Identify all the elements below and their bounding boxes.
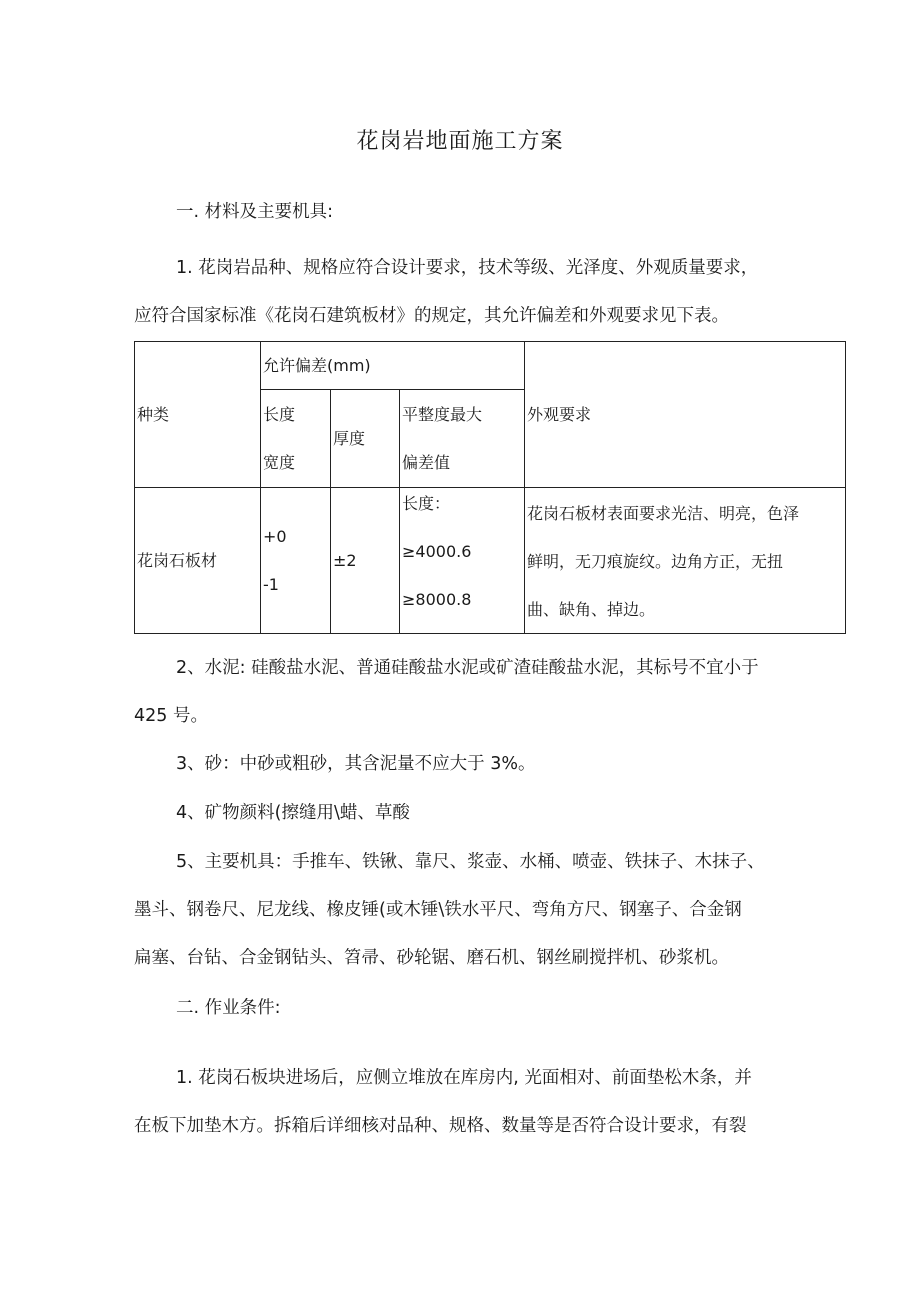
item5-line1: 5、主要机具：手推车、铁锹、靠尺、浆壶、水桶、喷壶、铁抹子、木抹子、 — [176, 852, 765, 872]
item5-line2: 墨斗、钢卷尺、尼龙线、橡皮锤(或木锤\铁水平尺、弯角方尺、钢塞子、合金钢 — [134, 900, 742, 920]
section2-heading: 二. 作业条件: — [176, 998, 281, 1018]
cell-flatness-value-2: ≥8000.8 — [402, 590, 472, 609]
header-tolerance: 允许偏差(mm) — [261, 342, 525, 390]
item1-line2: 应符合国家标准《花岗石建筑板材》的规定，其允许偏差和外观要求见下表。 — [134, 306, 729, 326]
document-title: 花岗岩地面施工方案 — [356, 129, 564, 154]
header-length — [261, 390, 331, 488]
item3: 3、砂：中砂或粗砂，其含泥量不应大于 3%。 — [176, 754, 536, 774]
cell-length-plus: +0 — [263, 526, 287, 546]
cell-appearance — [525, 488, 846, 634]
header-flatness — [400, 390, 525, 488]
sec2-item1-line1: 1. 花岗石板块进场后，应侧立堆放在库房内, 光面相对、前面垫松木条，并 — [176, 1068, 752, 1088]
header-appearance: 外观要求 — [525, 342, 846, 488]
cell-appearance-line-3: 曲、缺角、掉边。 — [527, 599, 656, 619]
section1-heading: 一. 材料及主要机具: — [176, 202, 334, 222]
header-flatness-text-1: 平整度最大 — [402, 404, 483, 424]
cell-length-minus: -1 — [263, 574, 279, 594]
tolerance-table — [134, 341, 846, 634]
cell-appearance-line-1: 花岗石板材表面要求光洁、明亮，色泽 — [527, 503, 800, 523]
item1-line1: 1. 花岗岩品种、规格应符合设计要求，技术等级、光泽度、外观质量要求， — [176, 258, 759, 278]
item2-line2: 425 号。 — [134, 706, 208, 726]
item2-line1: 2、水泥: 硅酸盐水泥、普通硅酸盐水泥或矿渣硅酸盐水泥，其标号不宜小于 — [176, 658, 759, 678]
item4: 4、矿物颜料(擦缝用\蜡、草酸 — [176, 803, 410, 823]
header-length-text: 长度 — [263, 404, 296, 424]
sec2-item1-line2: 在板下加垫木方。拆箱后详细核对品种、规格、数量等是否符合设计要求，有裂 — [134, 1116, 747, 1136]
item5-line3: 扁塞、台钻、合金钢钻头、笤帚、砂轮锯、磨石机、钢丝刷搅拌机、砂浆机。 — [134, 948, 729, 968]
header-width-text: 宽度 — [263, 452, 296, 472]
cell-flatness-label: 长度： — [402, 494, 451, 513]
cell-type: 花岗石板材 — [135, 488, 261, 634]
cell-appearance-line-2: 鲜明，无刀痕旋纹。边角方正，无扭 — [527, 551, 784, 571]
cell-length — [261, 488, 331, 634]
header-type: 种类 — [135, 342, 261, 488]
table-row — [135, 488, 846, 634]
header-thickness: 厚度 — [331, 390, 400, 488]
cell-flatness — [400, 488, 525, 634]
header-flatness-text-2: 偏差值 — [402, 452, 451, 472]
cell-flatness-value-1: ≥4000.6 — [402, 542, 472, 561]
cell-thickness: ±2 — [331, 488, 400, 634]
